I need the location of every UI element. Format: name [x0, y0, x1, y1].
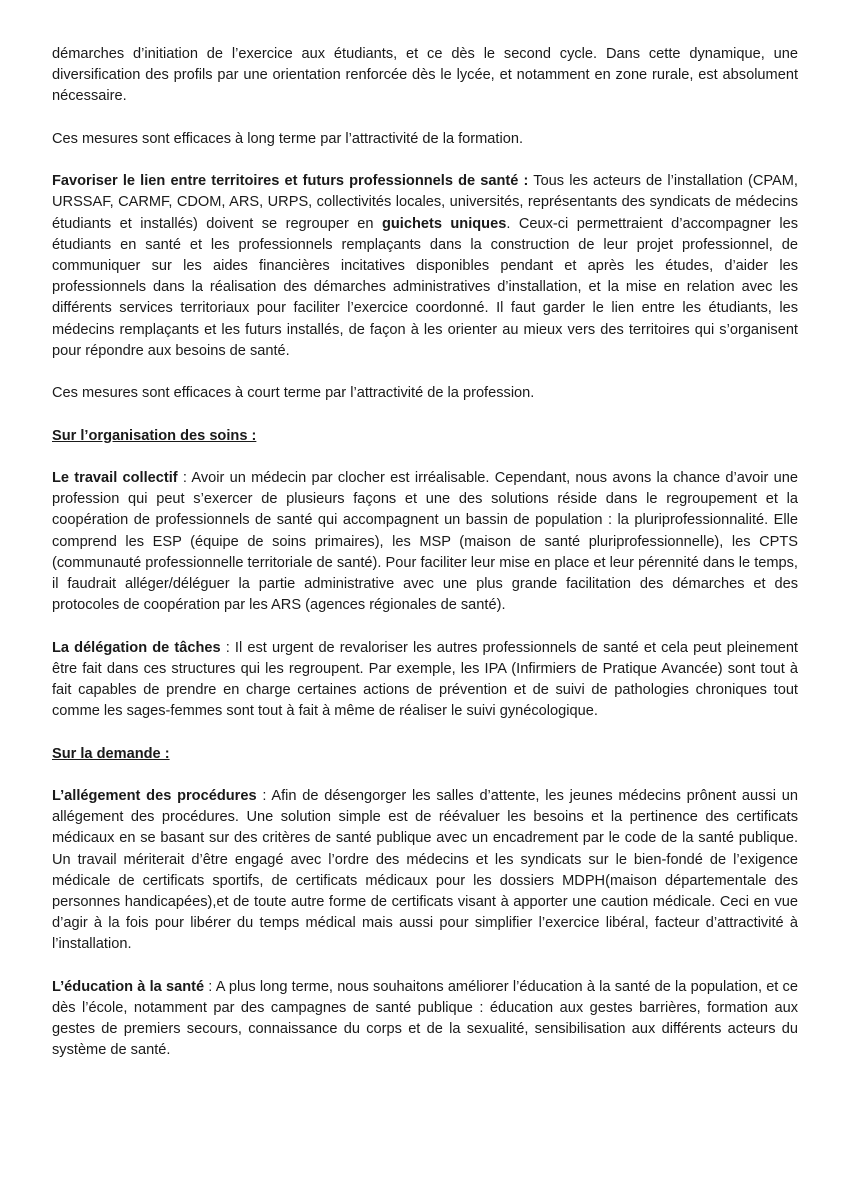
section-heading-organisation: [52, 426, 798, 447]
paragraph-text: : Il est urgent de revaloriser les autres professionnels de santé et cela peut pleinement être fait dans ces structures qui les regroupent. Par exemple, les IPA (Infirmiers de Pratique Avancée) sont tout à fait capables de prendre en charge certaines actions de prévention et de suivi de pathologies chroniques tout comme les sages-femmes sont tout à fait à même de réaliser le suivi gynécologique.: [52, 639, 798, 720]
paragraph-text: : A plus long terme, nous souhaitons améliorer l’éducation à la santé de la population, et ce dès l’école, notamment par des campagnes de santé publique : éducation aux gestes barrières, formation aux gestes de premiers secours, connaissance du corps et de la sexualité, sensibilisation aux différents acteurs du système de santé.: [52, 978, 798, 1059]
paragraph-title: Le travail collectif: [52, 469, 178, 486]
paragraph-title: Favoriser le lien entre territoires et futurs professionnels de santé :: [52, 173, 529, 190]
section-heading-text: Sur la demande :: [52, 745, 170, 762]
paragraph-territoires: [52, 171, 798, 362]
paragraph-text: : Avoir un médecin par clocher est irréalisable. Cependant, nous avons la chance d’avoir une profession qui peut s’exercer de plusieurs façons et une des solutions réside dans le regroupement et la coopération de professionnels de santé qui accompagnent un bassin de population : la pluriprofessionnalité. Elle comprend les ESP (équipe de soins primaires), les MSP (maison de santé pluriprofessionnelle), les CPTS (communauté professionnelle territoriale de santé). Pour faciliter leur mise en place et leur pérennité dans le temps, il faudrait alléger/déléguer la partie administrative avec une plus grande facilitation des démarches et des protocoles de coopération par les ARS (agences régionales de santé).: [52, 469, 798, 614]
paragraph-intro-continuation: démarches d’initiation de l’exercice aux étudiants, et ce dès le second cycle. Dans cette dynamique, une diversification des profils par une orientation renforcée dès le lycée, et notamment en zone rurale, est absolument nécessaire.: [52, 46, 798, 105]
paragraph-title: La délégation de tâches: [52, 639, 221, 656]
inline-bold-term: guichets uniques: [381, 215, 507, 232]
paragraph-short-term-note: Ces mesures sont efficaces à court terme par l’attractivité de la profession.: [52, 385, 535, 402]
section-heading-text: Sur l’organisation des soins :: [52, 427, 257, 444]
paragraph-long-term-note: Ces mesures sont efficaces à long terme par l’attractivité de la formation.: [52, 130, 523, 147]
paragraph-title: L’éducation à la santé: [52, 978, 205, 995]
paragraph-education-sante: [52, 977, 798, 1062]
paragraph-allegement-procedures: [52, 786, 798, 956]
section-heading-demande: [52, 744, 798, 765]
paragraph-text: Tous les acteurs de l’installation (CPAM, URSSAF, CARMF, CDOM, ARS, URPS, collectivités locales, universités, représentants des syndicats de médecins étudiants et installés) doivent se regrouper en: [52, 173, 798, 232]
document-page: [52, 44, 798, 1062]
paragraph-travail-collectif: [52, 468, 798, 616]
paragraph-text: . Ceux-ci permettraient d’accompagner les étudiants en santé et les professionnels remplaçants dans la construction de leur projet professionnel, de communiquer sur les aides financières incitatives disponibles pendant et après les études, d’aider les professionnels dans la réalisation des démarches administratives d’installation, et la mise en relation avec les différents services territoriaux pour faciliter l’exercice coordonné. Il faut garder le lien entre les étudiants, les médecins remplaçants et les futurs installés, de façon à les orienter au mieux vers des territoires qui s’organisent pour répondre aux besoins de santé.: [52, 215, 798, 359]
paragraph-title: L’allégement des procédures: [52, 787, 257, 804]
paragraph-delegation-taches: [52, 638, 798, 723]
paragraph-text: : Afin de désengorger les salles d’attente, les jeunes médecins prônent aussi un allégement des procédures. Une solution simple est de réévaluer les besoins et la pertinence des certificats médicaux en se basant sur des critères de santé publique avec un encadrement par le code de la santé publique. Un travail mériterait d’être engagé avec l’ordre des médecins et les syndicats sur le bien-fondé de l’exigence médicale de certificats sportifs, de certificats médicaux pour les dossiers MDPH(maison départementale des personnes handicapées),et de toute autre forme de certificats visant à apporter une caution médicale. Ceci en vue d’agir à la fois pour libérer du temps médical mais aussi pour simplifier l’exercice libéral, facteur d’attractivité à l’installation.: [52, 787, 798, 953]
